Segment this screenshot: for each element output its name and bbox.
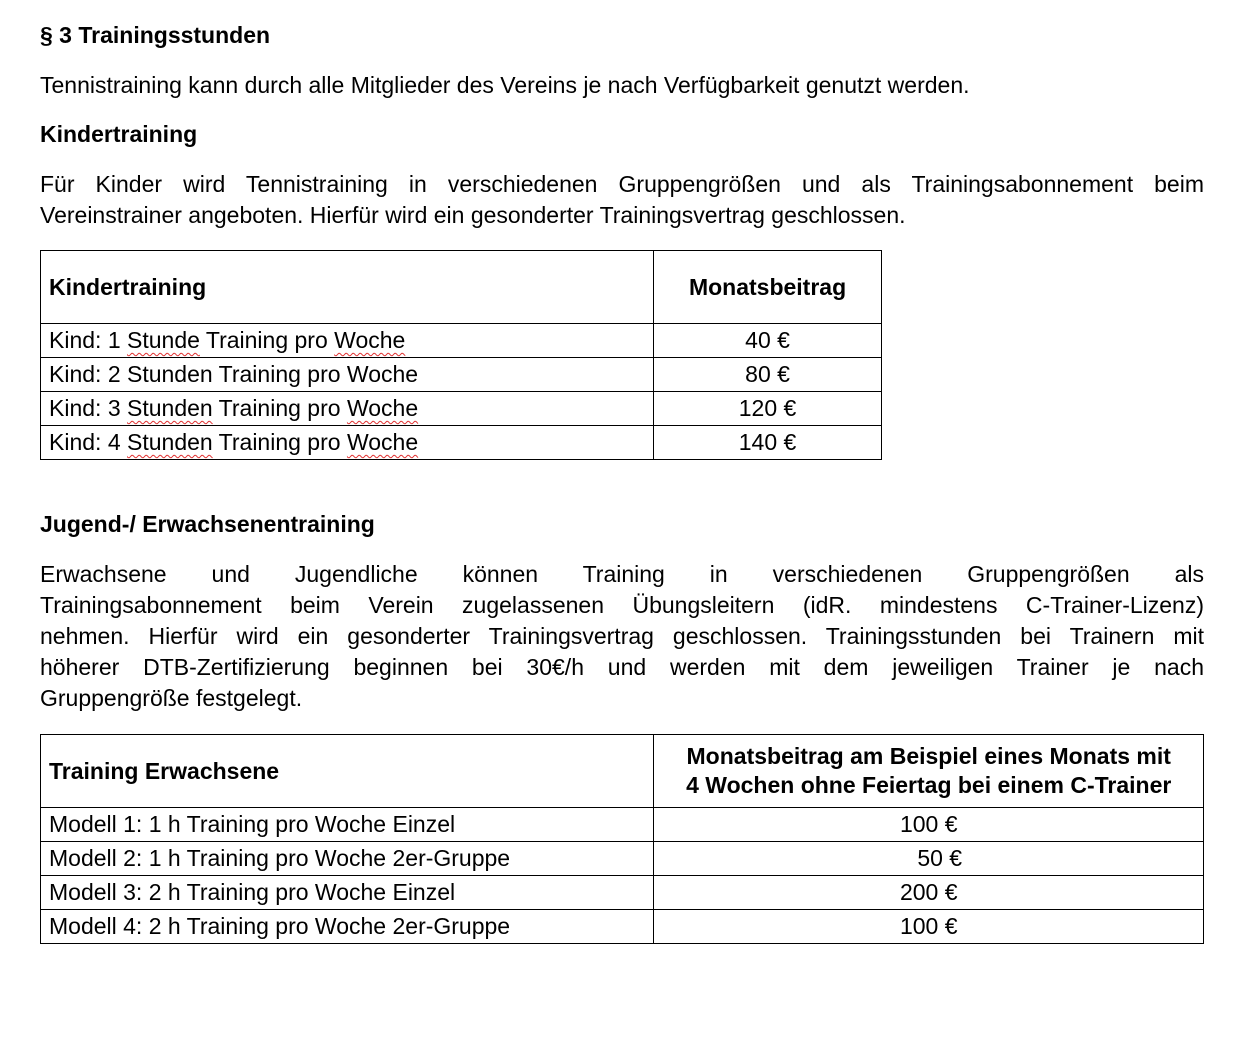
row-label: Kind: 4 Stunden Training pro Woche [41, 426, 654, 460]
row-label: Kind: 1 Stunde Training pro Woche [41, 324, 654, 358]
section-title: § 3 Trainingsstunden [40, 22, 271, 48]
row-price: 120 € [654, 392, 882, 426]
row-label: Kind: 2 Stunden Training pro Woche [41, 358, 654, 392]
table-header-row [41, 735, 1204, 808]
erwachsenentraining-paragraph: Erwachsene und Jugendliche können Training in verschiedenen Gruppengrößen als Trainingsabonnement beim Verein zugelassenen Übungsleitern (idR. mindestens C-Trainer-Lizenz) nehmen. Hierfür wird ein gesonderter Trainingsvertrag geschlossen. Trainingsstunden bei Trainern mit höherer DTB-Zertifizierung beginnen bei 30€/h und werden mit dem jeweiligen Trainer je nach Gruppengröße festgelegt. [40, 561, 1204, 711]
row-label: Kind: 3 Stunden Training pro Woche [41, 392, 654, 426]
row-price: 100 € [654, 910, 1204, 944]
table-row [41, 808, 1204, 842]
table-row [41, 910, 1204, 944]
kindertraining-table [40, 250, 882, 460]
row-price: 50 € [654, 842, 1204, 876]
intro-paragraph: Tennistraining kann durch alle Mitglieder des Vereins je nach Verfügbarkeit genutzt werden. [40, 72, 970, 98]
table-header-row [41, 251, 882, 324]
kindertraining-heading: Kindertraining [40, 121, 198, 147]
erwachsenentraining-table [40, 734, 1204, 944]
erwachsenentraining-heading: Jugend-/ Erwachsenentraining [40, 511, 375, 537]
row-price: 100 € [654, 808, 1204, 842]
row-label: Modell 2: 1 h Training pro Woche 2er-Gruppe [41, 842, 654, 876]
column-header: Training Erwachsene [41, 735, 654, 808]
table-row [41, 426, 882, 460]
table-row [41, 324, 882, 358]
row-price: 40 € [654, 324, 882, 358]
column-header: Monatsbeitrag am Beispiel eines Monats mit 4 Wochen ohne Feiertag bei einem C-Trainer [654, 735, 1204, 808]
table-row [41, 876, 1204, 910]
table-row [41, 358, 882, 392]
table-row [41, 392, 882, 426]
row-label: Modell 3: 2 h Training pro Woche Einzel [41, 876, 654, 910]
row-price: 200 € [654, 876, 1204, 910]
row-label: Modell 4: 2 h Training pro Woche 2er-Gruppe [41, 910, 654, 944]
column-header: Monatsbeitrag [654, 251, 882, 324]
row-label: Modell 1: 1 h Training pro Woche Einzel [41, 808, 654, 842]
column-header: Kindertraining [41, 251, 654, 324]
row-price: 140 € [654, 426, 882, 460]
table-row [41, 842, 1204, 876]
row-price: 80 € [654, 358, 882, 392]
kindertraining-paragraph: Für Kinder wird Tennistraining in verschiedenen Gruppengrößen und als Trainingsabonnement beim Vereinstrainer angeboten. Hierfür wird ein gesonderter Trainingsvertrag geschlossen. [40, 171, 1204, 228]
